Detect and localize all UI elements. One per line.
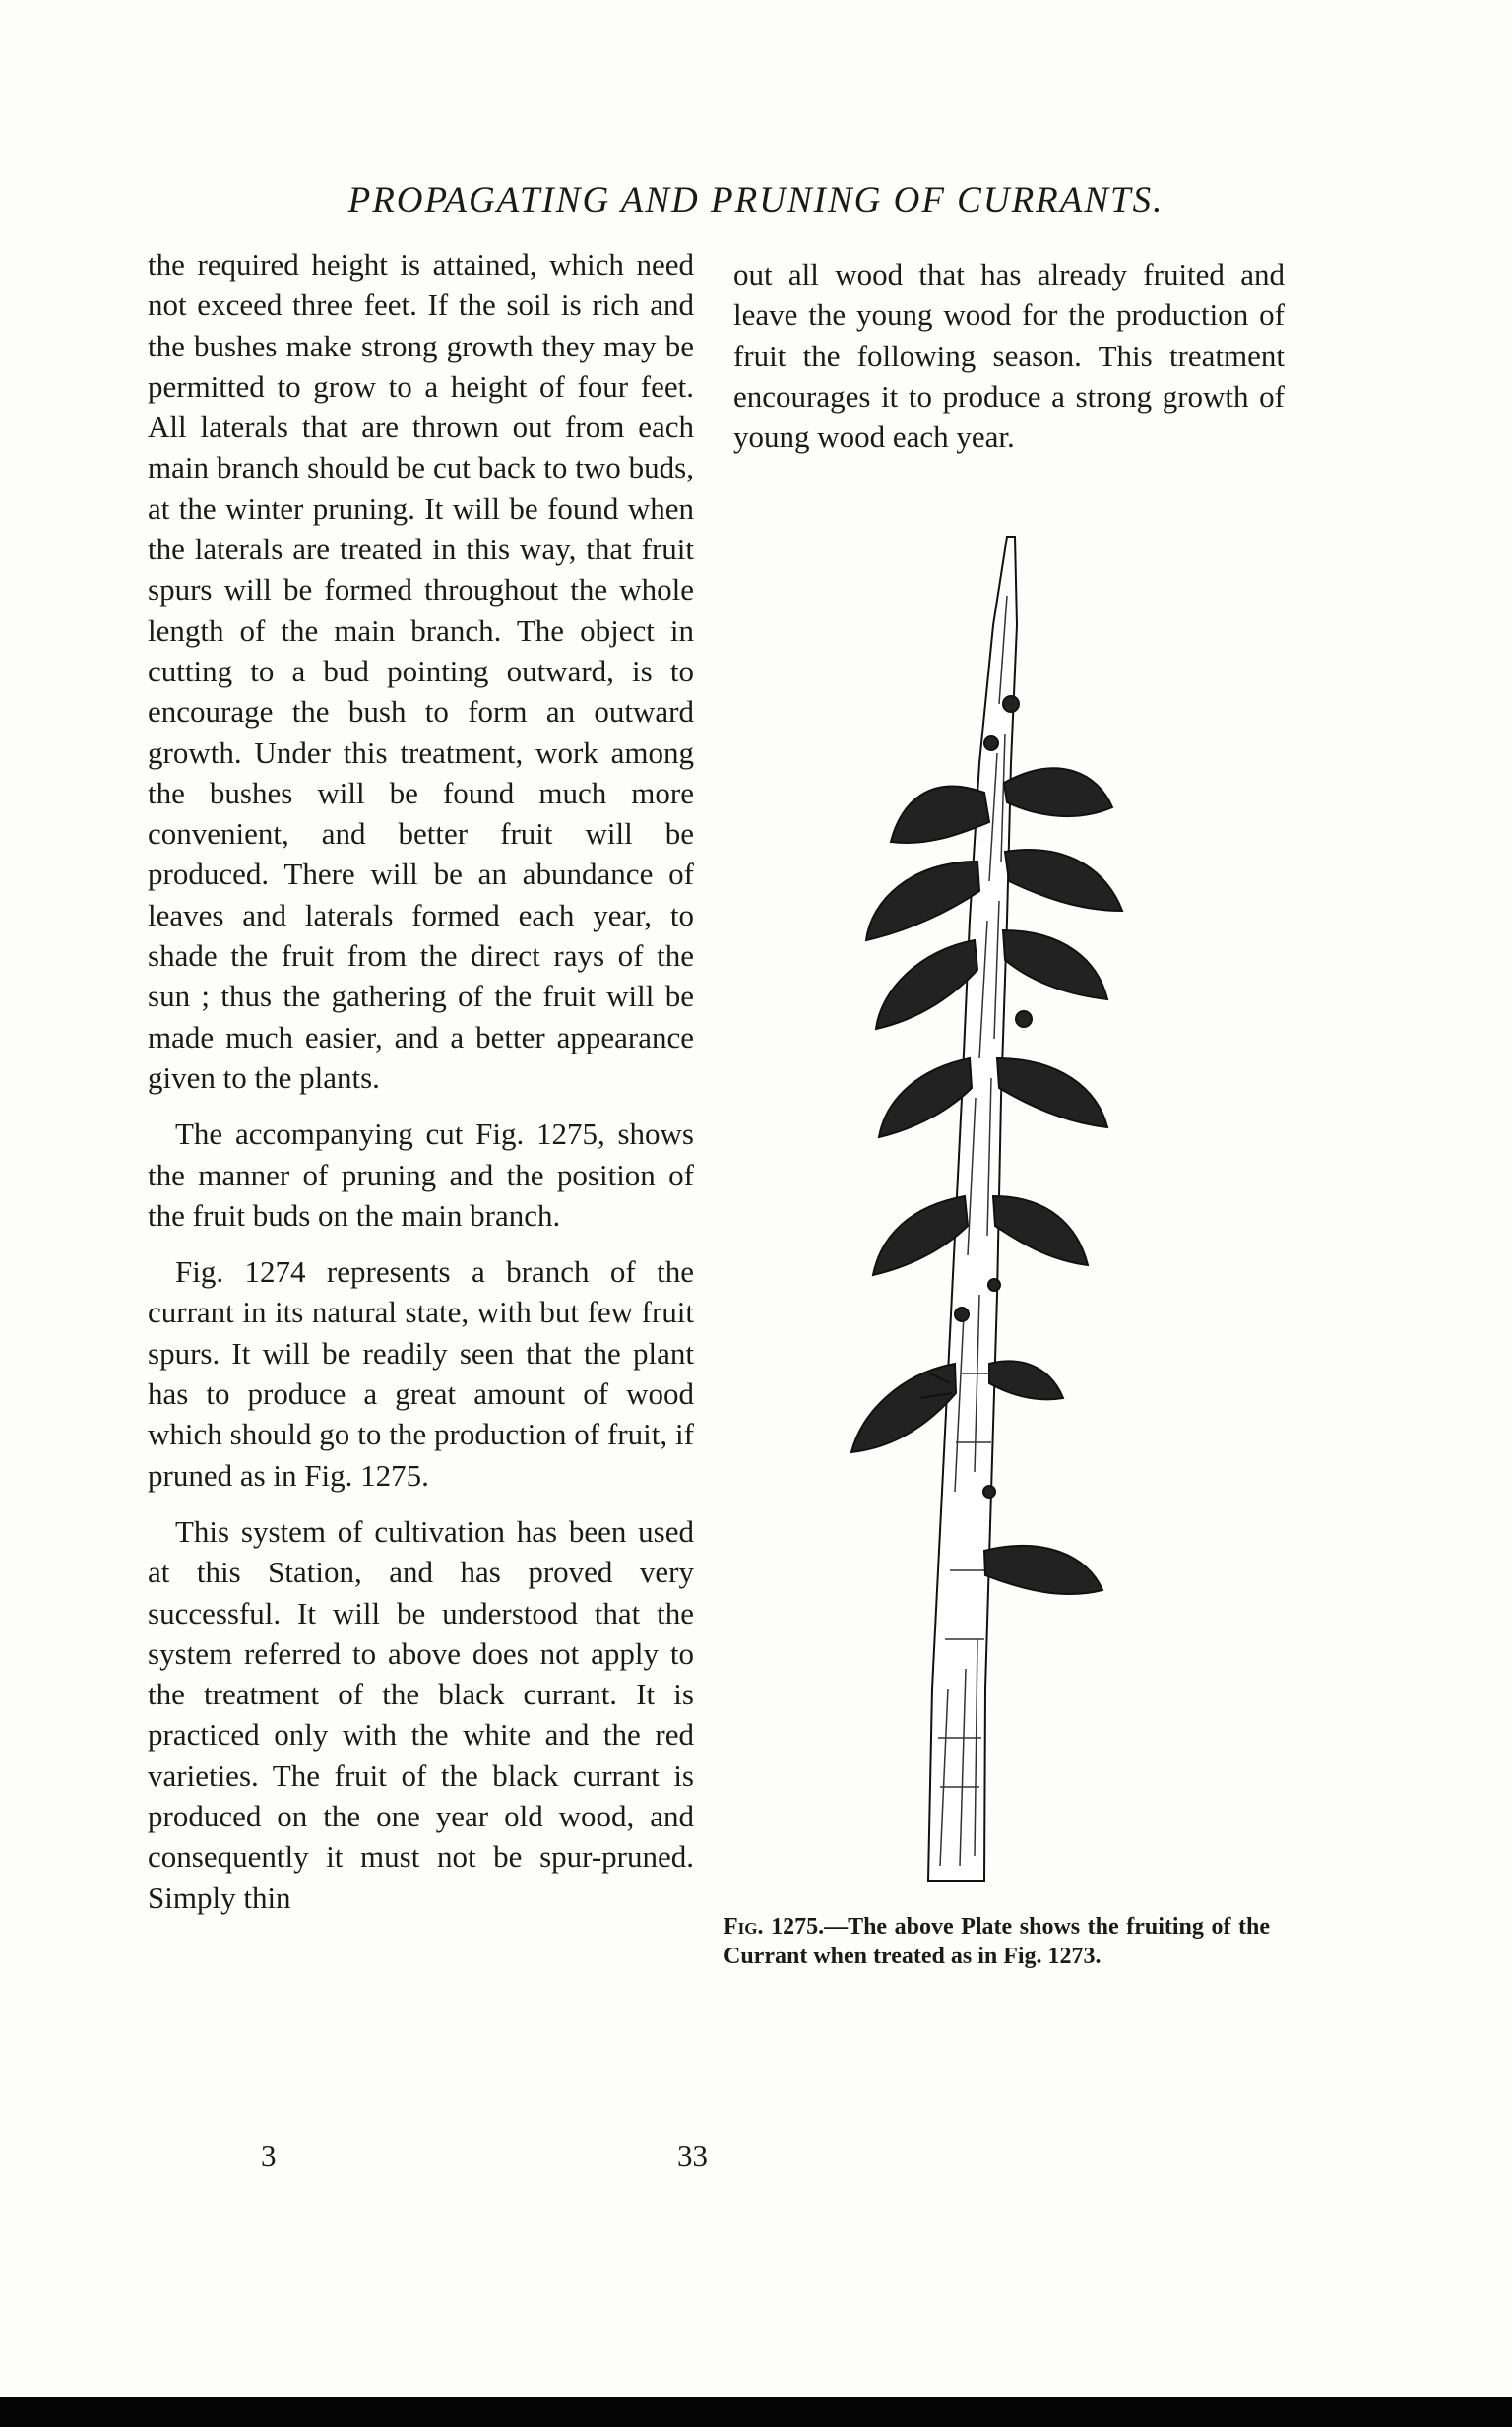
paragraph: the required height is attained, which need not exceed three feet. If the soil is rich and the bushes make strong growth they may be permitted to grow to a height of four feet. All laterals that are thrown out from each main branch should be cut back to two buds, at the winter pruning. It will be found when the laterals are treated in this way, that fruit spurs will be formed throughout the whole length of the main branch. The object in cutting to a bud pointing outward, is to encourage the bush to form an outward growth. Under this treatment, work among the bushes will be found much more convenient, and better fruit will be produced. There will be an abundance of leaves and laterals formed each year, to shade the fruit from the direct rays of the sun ; thus the gathering of the fruit will be made much easier, and a better appearance given to the plants. [148,247,694,1095]
figure [783,507,1176,1895]
scan-bottom-edge [0,2397,1512,2427]
right-column [733,254,1285,457]
paragraph: This system of cultivation has been used at this Station, and has proved very successful. It will be understood that the system referred to above does not apply to the treatment of the black currant. It is practiced only with the white and the red varieties. The fruit of the black currant is produced on the one year old wood, and consequently it must not be spur-pruned. Simply thin [148,1513,694,1915]
page-number: 33 [677,2139,708,2173]
figure-caption [724,1912,1270,1971]
paragraph: out all wood that has already fruited and leave the young wood for the production of fruit the following season. This treatment encourages it to produce a strong growth of young wood each year. [733,257,1285,455]
paragraph: Fig. 1274 represents a branch of the currant in its natural state, with but few fruit spurs. It will be readily seen that the plant has to produce a great amount of wood which should go to the production of fruit, if pruned as in Fig. 1275. [148,1254,694,1493]
page-title: PROPAGATING AND PRUNING OF CURRANTS. [347,180,1165,221]
paragraph: The accompanying cut Fig. 1275, shows the manner of pruning and the position of the fruit buds on the main branch. [148,1117,694,1233]
caption-label: Fig. 1275. [724,1914,825,1940]
left-column [148,244,694,1918]
currant-branch-illustration [783,507,1176,1895]
signature-mark: 3 [261,2139,277,2173]
caption-text: —The above Plate shows the fruiting of the Currant when treated as in Fig. 1273. [724,1914,1271,1969]
